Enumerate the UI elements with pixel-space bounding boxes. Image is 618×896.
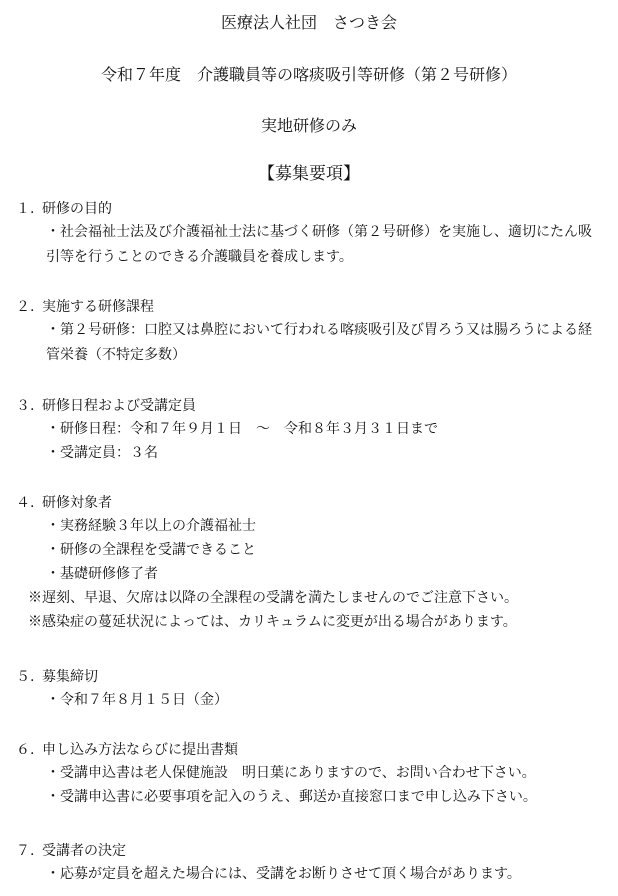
section-selection — [16, 840, 608, 886]
section-heading: 募集締切 — [42, 669, 98, 685]
section-number: １. — [16, 201, 35, 217]
paragraph-line: ・第２号研修：口腔又は鼻腔において行われる喀痰吸引及び胃ろう又は腸ろうによる経 — [46, 322, 592, 338]
section-heading: 実施する研修課程 — [42, 299, 154, 315]
paragraph-line: 引等を行うことのできる介護職員を養成します。 — [46, 249, 353, 265]
list-item: ・研修の全課程を受講できること — [46, 542, 256, 558]
section-heading: 研修対象者 — [42, 495, 112, 511]
section-title — [16, 739, 608, 761]
section-title — [16, 666, 608, 688]
section-title — [16, 296, 608, 318]
notice-line: ※感染症の蔓延状況によっては、カリキュラムに変更が出る場合があります。 — [28, 614, 517, 630]
paragraph-line: 管栄養（不特定多数） — [46, 347, 186, 363]
section-title — [16, 198, 608, 220]
section-deadline — [16, 666, 608, 712]
document-subtitle: 実地研修のみ — [260, 116, 357, 135]
section-title — [16, 492, 608, 514]
section-number: ５. — [16, 669, 35, 685]
list-item: ・受講申込書は老人保健施設 明日葉にありますので、お問い合わせ下さい。 — [46, 765, 536, 781]
list-item: ・実務経験３年以上の介護福祉士 — [46, 518, 256, 534]
section-number: ３. — [16, 398, 35, 414]
organization-name: 医療法人社団 さつき会 — [220, 13, 397, 32]
list-item: ・研修日程：令和７年９月１日 ～ 令和８年３月３１日まで — [46, 421, 438, 437]
list-item: ・受講申込書に必要事項を記入のうえ、郵送か直接窓口まで申し込み下さい。 — [46, 789, 537, 805]
section-heading: 受講者の決定 — [42, 843, 126, 859]
paragraph-line: ・社会福祉士法及び介護福祉士法に基づく研修（第２号研修）を実施し、適切にたん吸 — [46, 224, 592, 240]
notice-line: ※遅刻、早退、欠席は以降の全課程の受講を満たしませんのでご注意下さい。 — [28, 590, 518, 606]
list-item: ・応募が定員を超えた場合には、受講をお断りさせて頂く場合があります。 — [46, 866, 521, 882]
section-number: ７. — [16, 843, 35, 859]
section-heading: 申し込み方法ならびに提出書類 — [42, 742, 238, 758]
section-heading: 研修の目的 — [42, 201, 112, 217]
section-number: ６. — [16, 742, 35, 758]
section-paragraph — [16, 318, 608, 368]
section-heading: 研修日程および受講定員 — [42, 398, 196, 414]
section-paragraph — [16, 220, 608, 270]
section-eligibility — [16, 492, 608, 634]
section-title — [16, 395, 608, 417]
section-number: ２. — [16, 299, 35, 315]
list-item: ・基礎研修修了者 — [46, 566, 158, 582]
list-item: ・受講定員：３名 — [46, 445, 158, 461]
recruitment-heading: 【募集要項】 — [258, 164, 360, 184]
section-purpose — [16, 198, 608, 270]
section-schedule — [16, 395, 608, 465]
section-number: ４. — [16, 495, 35, 511]
list-item: ・令和７年８月１５日（金） — [46, 692, 228, 708]
section-course — [16, 296, 608, 368]
document-title: 令和７年度 介護職員等の喀痰吸引等研修（第２号研修） — [100, 65, 517, 84]
section-application — [16, 739, 608, 809]
section-title — [16, 840, 608, 862]
